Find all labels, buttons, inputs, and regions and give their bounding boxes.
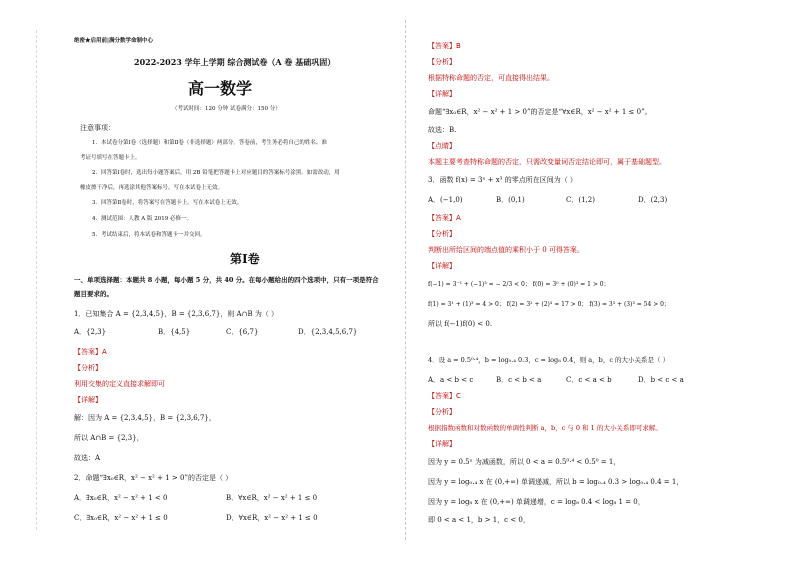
left-column: [74, 0, 390, 562]
volume-title: 第Ⅰ卷: [230, 252, 260, 266]
q3-answer: 【答案】A: [428, 214, 461, 222]
secret-mark: 绝密★启用前|满分数学命制中心: [74, 38, 154, 44]
note-1b: 考证号填写在答题卡上。: [80, 155, 141, 161]
q3-analysis: 判断出所给区间的端点值的乘积小于 0 可得答案。: [428, 246, 584, 254]
question-3: 3．函数 f(x) = 3ˣ + x³ 的零点所在区间为（ ）: [428, 176, 577, 184]
q2-detail-tag: 【详解】: [428, 90, 456, 98]
q2-analysis-tag: 【分析】: [428, 58, 456, 66]
q3-detail-line-2: f(1) = 3¹ + (1)³ = 4 > 0； f(2) = 3² + (2)³ = 17 > 0； f(3) = 3³ + (3)³ = 54 > 0；: [428, 301, 670, 308]
q4-option-c: C．c < a < b: [566, 376, 612, 384]
q4-detail-line-4: 即 0 < a < 1，b > 1，c < 0，: [428, 516, 530, 524]
q3-detail-tag: 【详解】: [428, 262, 456, 270]
binding-strip: [14, 30, 37, 530]
q2-comment-tag: 【点睛】: [428, 142, 456, 150]
q2-comment: 本题主要考查特称命题的否定，只需改变量词否定结论即可，属于基础题型。: [428, 158, 666, 166]
q3-option-b: B．(0,1): [496, 196, 525, 204]
q1-analysis-tag: 【分析】: [74, 364, 102, 372]
q1-detail-1: 解：因为 A = {2,3,4,5}，B = {2,3,6,7}，: [74, 414, 216, 422]
q3-option-c: C．(1,2): [566, 196, 595, 204]
q4-option-b: B．c < b < a: [496, 376, 542, 384]
note-2b: 橡皮擦干净后，再选涂其他答案标号。写在本试卷上无效。: [80, 185, 224, 191]
q3-detail-line-3: 所以 f(−1)f(0) < 0.: [428, 320, 493, 328]
note-5: 5．考试结束后，将本试卷和答题卡一并交回。: [92, 232, 206, 238]
question-2: 2．命题“∃x₀∈R，x² − x² + 1 > 0”的否定是（ ）: [74, 474, 233, 482]
note-4: 4．测试范围：人教 A 版 2019 必修一。: [92, 216, 192, 222]
q1-option-d: D．{2,3,4,5,6,7}: [298, 328, 358, 336]
q4-detail-line-3: 因为 y = log₈ x 在 (0,+∞) 单调递增，c = log₈ 0.4 < log₈ 1 = 0，: [428, 498, 645, 506]
q2-choose: 故选：B.: [428, 126, 457, 134]
right-column: [420, 0, 720, 562]
q3-analysis-tag: 【分析】: [428, 230, 456, 238]
note-2a: 2．回答第Ⅰ卷时，选出每小题答案后，用 2B 铅笔把答题卡上对应题目的答案标号涂黑。如需改动，用: [92, 170, 340, 176]
question-4: 4．设 a = 0.5⁰·⁴，b = log₀.₄ 0.3，c = log₈ 0.4，则 a，b，c 的大小关系是（ ）: [428, 356, 670, 364]
q1-option-b: B．{4,5}: [158, 328, 191, 336]
q1-analysis: 利用交集的定义直接求解即可: [74, 380, 165, 388]
q2-answer: 【答案】B: [428, 42, 461, 50]
column-separator: [405, 20, 406, 540]
q4-option-a: A．a < b < c: [428, 376, 474, 384]
note-3: 3．回答第Ⅱ卷时，将答案写在答题卡上。写在本试卷上无效。: [92, 200, 243, 206]
exam-title: 2022-2023 学年上学期 综合测试卷（A 卷 基础巩固）: [134, 57, 336, 67]
q1-detail-2: 所以 A∩B = {2,3}，: [74, 434, 144, 442]
q4-detail-line-1: 因为 y = 0.5ˣ 为减函数，所以 0 < a = 0.5⁰·⁴ < 0.5⁰ = 1，: [428, 458, 621, 466]
q1-detail-tag: 【详解】: [74, 396, 102, 404]
q4-analysis-tag: 【分析】: [428, 408, 456, 416]
q2-option-b: B．∀x∈R，x² − x² + 1 ≤ 0: [226, 494, 318, 502]
note-1a: 1．本试卷分第Ⅰ卷（选择题）和第Ⅱ卷（非选择题）两部分。答卷前，考生务必将自己的姓名、准: [92, 140, 327, 146]
q3-detail-line-1: f(−1) = 3⁻¹ + (−1)³ = − 2/3 < 0； f(0) = 3⁰ + (0)³ = 1 > 0；: [428, 281, 610, 288]
notes-title: 注意事项：: [80, 124, 115, 132]
q4-detail-tag: 【详解】: [428, 440, 456, 448]
q2-option-a: A．∃x₀∈R，x² − x² + 1 < 0: [74, 494, 168, 502]
q1-answer: 【答案】A: [74, 348, 107, 356]
q2-analysis: 根据特称命题的否定，可直接得出结果。: [428, 74, 554, 82]
section1-heading: 一、单项选择题：本题共 8 小题，每小题 5 分，共 40 分。在每小题给出的四个选项中，只有一项是符合: [74, 276, 379, 284]
exam-info: （考试时间：120 分钟 试卷满分：150 分）: [172, 106, 281, 112]
q2-detail: 命题“∃x₀∈R，x² − x² + 1 > 0”的否定是“∀x∈R，x² − x² + 1 ≤ 0”。: [428, 108, 652, 116]
question-1: 1．已知集合 A = {2,3,4,5}，B = {2,3,6,7}，则 A∩B 为（ ）: [74, 310, 279, 318]
q3-option-d: D．(2,3): [638, 196, 668, 204]
section1-heading-2: 题目要求的。: [74, 290, 113, 298]
q2-option-d: D．∀x∈R，x² − x² + 1 ≤ 0: [226, 514, 318, 522]
q4-analysis: 根据指数函数和对数函数的单调性判断 a，b，c 与 0 和 1 的大小关系即可求解。: [428, 424, 662, 432]
subject-title: 高一数学: [188, 79, 253, 98]
q1-option-c: C．{6,7}: [226, 328, 259, 336]
q1-option-a: A．{2,3}: [74, 328, 107, 336]
q4-detail-line-2: 因为 y = log₀.₄ x 在 (0,+∞) 单调递减，所以 b = log₀.₄ 0.3 > log₀.₄ 0.4 = 1，: [428, 478, 684, 486]
q1-choose: 故选：A: [74, 454, 101, 462]
q3-option-a: A．(−1,0): [428, 196, 463, 204]
q2-option-c: C．∃x₀∈R，x² − x² + 1 ≤ 0: [74, 514, 168, 522]
q4-answer: 【答案】C: [428, 392, 461, 400]
q4-option-d: D．b < c < a: [638, 376, 684, 384]
